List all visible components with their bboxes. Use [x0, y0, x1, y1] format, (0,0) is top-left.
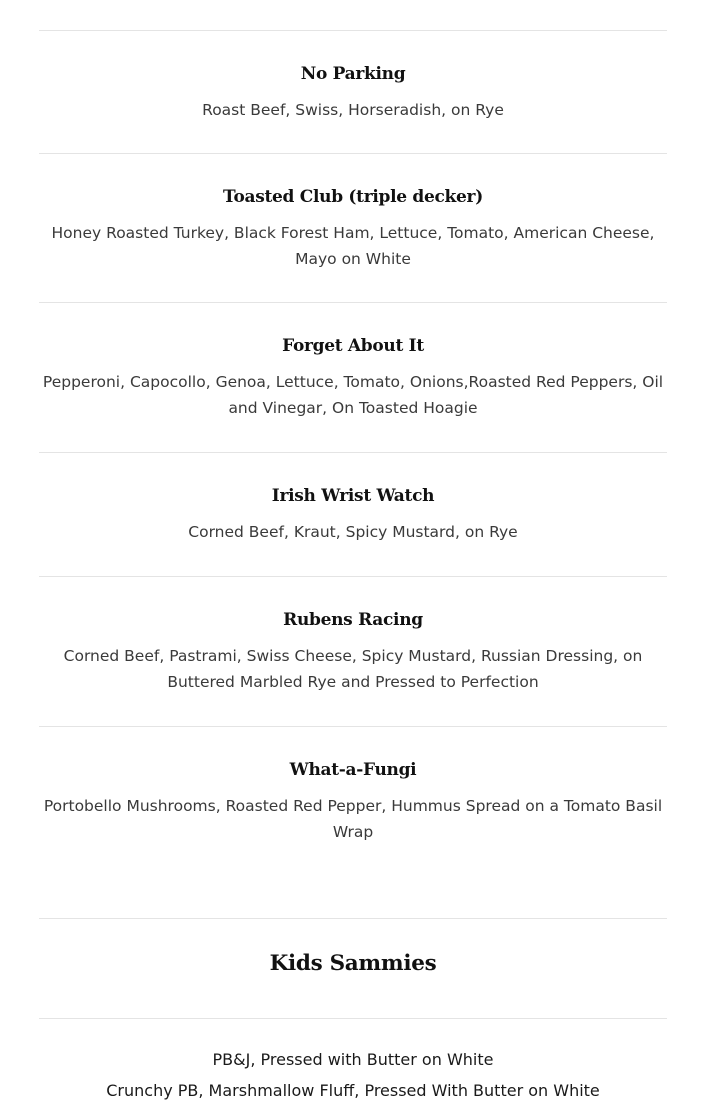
menu-item-toasted-club	[39, 154, 667, 272]
menu-item-forget-about-it	[39, 303, 667, 421]
menu-item-what-a-fungi	[39, 727, 667, 845]
menu-item-no-parking	[39, 31, 667, 123]
menu-item-title: Irish Wrist Watch	[271, 486, 435, 506]
kids-section-title: Kids Sammies	[269, 951, 437, 976]
menu-item-irish-wrist-watch	[39, 453, 667, 545]
kids-item-list	[39, 1019, 667, 1106]
menu-item-description: Roast Beef, Swiss, Horseradish, on Rye	[202, 101, 504, 119]
menu-item-title: No Parking	[300, 64, 406, 84]
menu-item-description: Pepperoni, Capocollo, Genoa, Lettuce, Tomato, Onions,Roasted Red Peppers, Oil and Vinegar, On Toasted Hoagie	[42, 373, 664, 417]
menu-item-description: Portobello Mushrooms, Roasted Red Pepper, Hummus Spread on a Tomato Basil Wrap	[43, 797, 663, 841]
menu-item-description: Corned Beef, Pastrami, Swiss Cheese, Spicy Mustard, Russian Dressing, on Buttered Marbled Rye and Pressed to Perfection	[63, 647, 643, 691]
menu-item-title: Toasted Club (triple decker)	[223, 187, 483, 207]
kids-item: Crunchy PB, Marshmallow Fluff, Pressed With Butter on White	[106, 1081, 600, 1100]
menu-item-description: Corned Beef, Kraut, Spicy Mustard, on Rye	[188, 523, 518, 541]
menu-item-description: Honey Roasted Turkey, Black Forest Ham, Lettuce, Tomato, American Cheese, Mayo on White	[51, 224, 655, 268]
menu-item-rubens-racing	[39, 577, 667, 695]
sandwich-menu	[39, 0, 667, 1106]
menu-item-title: Rubens Racing	[283, 610, 423, 630]
kids-item: PB&J, Pressed with Butter on White	[212, 1050, 494, 1069]
divider	[39, 918, 667, 919]
menu-item-title: What-a-Fungi	[289, 760, 417, 780]
menu-item-title: Forget About It	[282, 336, 424, 356]
